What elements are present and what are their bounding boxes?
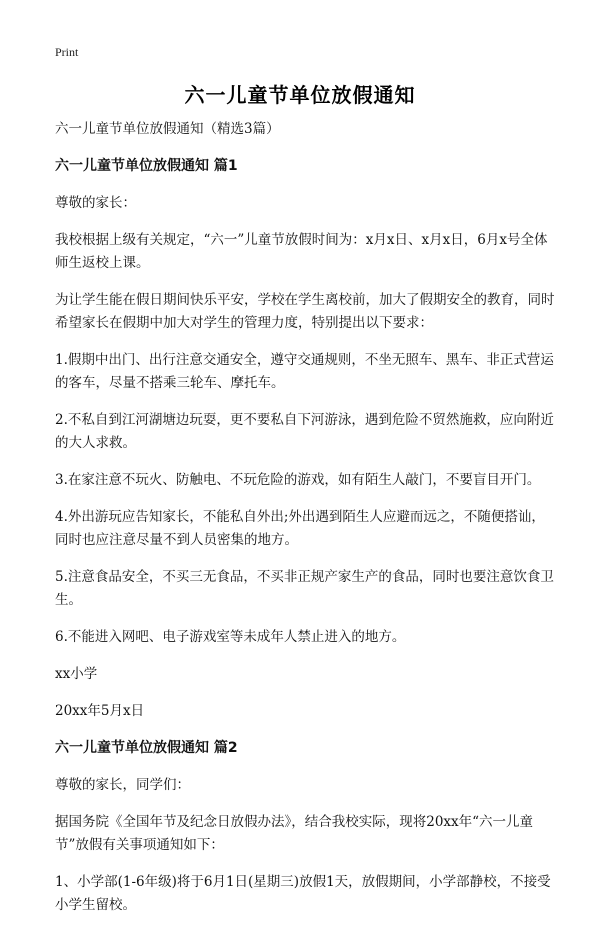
signature: xx小学 — [55, 666, 98, 682]
section-heading: 六一儿童节单位放假通知 篇2 — [55, 740, 238, 756]
paragraph: 据国务院《全国年节及纪念日放假办法》，结合我校实际，现将20xx年“六一儿童节”放假有关事项通知如下： — [55, 814, 534, 853]
list-item: 4.外出游玩应告知家长，不能私自外出;外出遇到陌生人应避而远之，不随便搭讪，同时也应注意尽量不到人员密集的地方。 — [55, 509, 545, 548]
list-item: 6.不能进入网吧、电子游戏室等未成年人禁止进入的地方。 — [55, 629, 406, 645]
document-body — [55, 118, 555, 931]
print-label: Print — [55, 45, 79, 59]
greeting: 尊敬的家长： — [55, 195, 136, 211]
list-item: 1.假期中出门、出行注意交通安全，遵守交通规则，不坐无照车、黑车、非正式营运的客车，尽量不搭乘三轮车、摩托车。 — [55, 352, 554, 391]
list-item: 1、小学部(1-6年级)将于6月1日(星期三)放假1天，放假期间，小学部静校，不接受小学生留校。 — [55, 874, 551, 913]
document-subtitle: 六一儿童节单位放假通知（精选3篇） — [55, 121, 280, 137]
section-heading: 六一儿童节单位放假通知 篇1 — [55, 158, 238, 174]
list-item: 3.在家注意不玩火、防触电、不玩危险的游戏，如有陌生人敲门，不要盲目开门。 — [55, 472, 541, 488]
list-item: 2.不私自到江河湖塘边玩耍，更不要私自下河游泳，遇到危险不贸然施救，应向附近的大人求救。 — [55, 412, 554, 451]
page-title: 六一儿童节单位放假通知 — [184, 83, 416, 107]
paragraph: 我校根据上级有关规定，“六一”儿童节放假时间为：x月x日、x月x日，6月x号全体师生返校上课。 — [55, 232, 548, 271]
list-item: 5.注意食品安全，不买三无食品，不买非正规产家生产的食品，同时也要注意饮食卫生。 — [55, 569, 554, 608]
greeting: 尊敬的家长，同学们： — [55, 777, 190, 793]
date: 20xx年5月x日 — [55, 703, 145, 719]
paragraph: 为让学生能在假日期间快乐平安，学校在学生离校前，加大了假期安全的教育，同时希望家长在假期中加大对学生的管理力度，特别提出以下要求： — [55, 292, 555, 331]
